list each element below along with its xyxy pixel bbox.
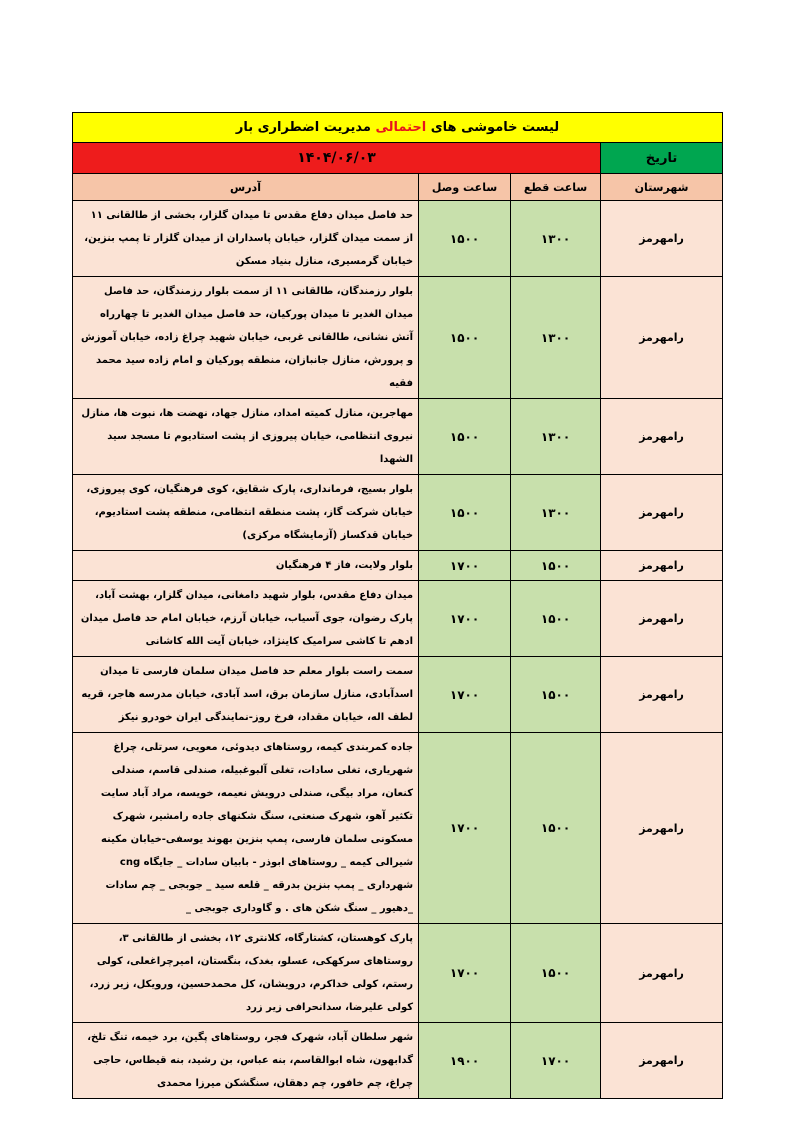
column-header-connect-time: ساعت وصل: [419, 174, 511, 201]
table-row: [73, 201, 723, 277]
address-cell: بلوار بسیج، فرمانداری، پارک شقایق، کوی فرهنگیان، کوی پیروزی، خیابان شرکت گاز، پشت منطقه انتظامی، منطقه پشت استادیوم، خیابان قدکساز (آزمایشگاه مرکزی): [73, 475, 419, 551]
connect-time-cell: ۱۹۰۰: [419, 1023, 511, 1099]
title-part1: لیست خاموشی های: [430, 120, 560, 135]
city-cell: رامهرمز: [601, 657, 723, 733]
address-cell: پارک کوهستان، کشتارگاه، کلانتری ۱۲، بخشی از طالقانی ۳، روستاهای سرکهکی، عسلو، بغدک، بنگستان، امیرچراغعلی، کولی رستم، کولی خداکرم، درویشان، کل محمدحسین، ورویکل، زیر زرد، کولی علیرضا، سدانحرافی زیر زرد: [73, 924, 419, 1023]
connect-time-cell: ۱۷۰۰: [419, 733, 511, 924]
cut-time-cell: ۱۵۰۰: [511, 924, 601, 1023]
date-row: [73, 143, 723, 174]
connect-time-cell: ۱۵۰۰: [419, 475, 511, 551]
table-row: [73, 924, 723, 1023]
connect-time-cell: ۱۷۰۰: [419, 551, 511, 581]
cut-time-cell: ۱۵۰۰: [511, 657, 601, 733]
connect-time-cell: ۱۷۰۰: [419, 581, 511, 657]
date-label: تاریخ: [601, 143, 723, 174]
city-cell: رامهرمز: [601, 551, 723, 581]
address-cell: سمت راست بلوار معلم حد فاصل میدان سلمان فارسی تا میدان اسدآبادی، منازل سازمان برق، اسد آبادی، خیابان مدرسه هاجر، قریه لطف اله، خیابان مقداد، فرخ روز-نمایندگی ایران خودرو نیکز: [73, 657, 419, 733]
address-cell: میدان دفاع مقدس، بلوار شهید دامغانی، میدان گلزار، بهشت آباد، پارک رضوان، جوی آسیاب، خیابان آرزم، خیابان امام حد فاصل میدان ادهم تا کاشی سرامیک کاینژاد، خیابان آیت الله کاشانی: [73, 581, 419, 657]
address-cell: حد فاصل میدان دفاع مقدس تا میدان گلزار، بخشی از طالقانی ۱۱ از سمت میدان گلزار، خیابان پاسداران از میدان گلزار تا پمپ بنزین، خیابان گرمسیری، منازل بنیاد مسکن: [73, 201, 419, 277]
column-header-address: آدرس: [73, 174, 419, 201]
table-row: [73, 657, 723, 733]
title-part2: مدیریت اضطراری بار: [235, 120, 371, 135]
cut-time-cell: ۱۳۰۰: [511, 277, 601, 399]
outage-table: [72, 112, 723, 1099]
connect-time-cell: ۱۷۰۰: [419, 924, 511, 1023]
address-cell: بلوار ولایت، فاز ۴ فرهنگیان: [73, 551, 419, 581]
connect-time-cell: ۱۵۰۰: [419, 201, 511, 277]
table-row: [73, 475, 723, 551]
table-row: [73, 733, 723, 924]
table-row: [73, 277, 723, 399]
column-header-cut-time: ساعت قطع: [511, 174, 601, 201]
city-cell: رامهرمز: [601, 733, 723, 924]
cut-time-cell: ۱۳۰۰: [511, 399, 601, 475]
cut-time-cell: ۱۵۰۰: [511, 581, 601, 657]
city-cell: رامهرمز: [601, 924, 723, 1023]
date-value: ۱۴۰۴/۰۶/۰۳: [73, 143, 601, 174]
connect-time-cell: ۱۵۰۰: [419, 277, 511, 399]
connect-time-cell: ۱۷۰۰: [419, 657, 511, 733]
title-row: [73, 113, 723, 143]
table-row: [73, 581, 723, 657]
address-cell: شهر سلطان آباد، شهرک فجر، روستاهای پگین، برد خیمه، تنگ تلخ، گدابهون، شاه ابوالقاسم، بنه عباس، بن رشید، بنه قیطاس، حاجی چراغ، چم خافور، چم دهقان، سنگشکن میرزا محمدی: [73, 1023, 419, 1099]
page-title: [73, 113, 723, 143]
table-row: [73, 1023, 723, 1099]
address-cell: بلوار رزمندگان، طالقانی ۱۱ از سمت بلوار رزمندگان، حد فاصل میدان الغدیر تا میدان پورکیان، حد فاصل میدان الغدیر تا چهارراه آتش نشانی، طالقانی غربی، خیابان شهید چراغ زاده، خیابان آموزش و پرورش، منازل جانبازان، منطقه پورکیان و امام زاده سید محمد فقیه: [73, 277, 419, 399]
address-cell: جاده کمربندی کیمه، روستاهای دیدوئی، معویی، سرتلی، چراغ شهریاری، تغلی سادات، تغلی آلبوغبیله، صندلی قاسم، صندلی کنعان، مراد بیگی، صندلی درویش نعیمه، خویسه، مراد آباد سایت تکثیر آهو، شهرک صنعتی، سنگ شکنهای جاده رامشیر، شهرک مسکونی سلمان فارسی، پمپ بنزین بهوند یوسفی-خیابان مکینه شیرالی کیمه _ روستاهای ابوذر - بابیان سادات _ جایگاه cng شهرداری _ پمپ بنزین بدرقه _ قلعه سید _ جوبجی _ چم سادات _دهیور _ سنگ شکن های . و گاوداری جوبجی _: [73, 733, 419, 924]
table-row: [73, 399, 723, 475]
address-cell: مهاجرین، منازل کمیته امداد، منازل جهاد، نهضت ها، نبوت ها، منازل نیروی انتظامی، خیابان پیروزی از پشت استادیوم تا مسجد سید الشهدا: [73, 399, 419, 475]
cut-time-cell: ۱۳۰۰: [511, 475, 601, 551]
city-cell: رامهرمز: [601, 277, 723, 399]
city-cell: رامهرمز: [601, 581, 723, 657]
city-cell: رامهرمز: [601, 201, 723, 277]
table-row: [73, 551, 723, 581]
cut-time-cell: ۱۳۰۰: [511, 201, 601, 277]
city-cell: رامهرمز: [601, 1023, 723, 1099]
cut-time-cell: ۱۷۰۰: [511, 1023, 601, 1099]
connect-time-cell: ۱۵۰۰: [419, 399, 511, 475]
cut-time-cell: ۱۵۰۰: [511, 733, 601, 924]
column-header-row: [73, 174, 723, 201]
cut-time-cell: ۱۵۰۰: [511, 551, 601, 581]
city-cell: رامهرمز: [601, 399, 723, 475]
title-highlight: احتمالی: [375, 120, 427, 135]
city-cell: رامهرمز: [601, 475, 723, 551]
column-header-city: شهرستان: [601, 174, 723, 201]
